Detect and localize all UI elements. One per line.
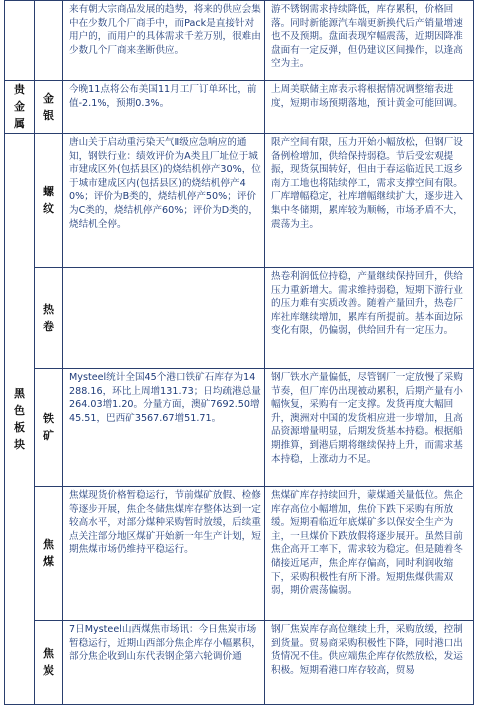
analysis-cell: 钢厂铁水产量偏低，尽管钢厂一定放慢了采购节奏，但厂库仍出现被动累积，后期产量有小幅恢复，采购有一定支撑。发货再度大幅回升，澳洲对中国的发货相应进一步增加，且高品资源增量明显，后期发货基本持稳。根据船期推算，到港后期将继续保持上升，而需求基本持稳，上涨动力不足。 [265, 369, 474, 487]
analysis-cell: 热卷利润低位持稳，产量继续保持回升，供给压力重新增大。需求维持弱稳，短期下游行业的压力难有实质改善。随着产量回升，热卷厂库社库继续增加，累库有所提前。基本面边际变化有限，仍偏弱，供给回升有一定压力。 [265, 268, 474, 369]
commodity-name: 铁矿 [35, 369, 63, 487]
news-cell: 来有朝大宗商品发展的趋势，将来的供应会集中在少数几个厂商手中，而Pack是直接针对用户的，而用户的具体需求千差万别，很难由少数几个厂商来垄断供应。 [63, 1, 265, 81]
analysis-cell: 游不锈钢需求持续降低，库存累积，价格回落。同时新能源汽车端更新换代后产销量增速也不及预期。盘面表现窄幅震荡，近期因降准盘面有一定反弹，但仍建议区间操作，以逢高空为主。 [265, 1, 474, 81]
analysis-cell: 限产空间有限，压力开始小幅放松，但钢厂设备例检增加，供给保持弱稳。节后受宏观提振，现货氛围转好，但由于春运临近民工返乡南方工地也将陆续停工，需求支撑空间有限。厂库增幅稳定，社库增幅继续扩大，逐步进入集中冬储期，累库较为顺畅，市场矛盾不大，震荡为主。 [265, 134, 474, 268]
table-row [5, 1, 474, 81]
news-cell [63, 268, 265, 369]
commodity-name: 焦炭 [35, 621, 63, 705]
table-row [5, 81, 474, 134]
category-label: 黑色板块 [5, 134, 35, 705]
news-cell: Mysteel统计全国45个港口铁矿石库存为14288.16，环比上周增131.73；日均疏港总量264.03增1.20。分量方面，澳矿7692.50增45.51，巴西矿3567.67增51.71。 [63, 369, 265, 487]
news-cell: 唐山关于启动重污染天气Ⅱ级应急响应的通知，钢铁行业：绩效评价为A类且厂址位于城市建成区外(包括县区)的烧结机停产30%，位于城市建成区内(包括县区)的烧结机停产40%；评价为B类的，烧结机停产50%；评价为C类的，烧结机停产60%；评价为D类的，烧结机全停。 [63, 134, 265, 268]
news-cell: 7日Mysteel山西煤焦市场讯：今日焦炭市场暂稳运行，近期山西部分焦企库存小幅累积，部分焦企收到山东代表钢企第六轮调价通 [63, 621, 265, 705]
commodity-name: 热卷 [35, 268, 63, 369]
table-row [5, 268, 474, 369]
category-label: 贵金属 [5, 81, 35, 134]
table-row [5, 369, 474, 487]
commodity-name: 焦煤 [35, 487, 63, 621]
analysis-cell: 上周美联储主席表示将根据情况调整缩表进度，短期市场预期落地，预计黄金可能回调。 [265, 81, 474, 134]
commodity-name: 螺纹 [35, 134, 63, 268]
table-row [5, 621, 474, 705]
news-cell: 焦煤现货价格暂稳运行，节前煤矿放假、检修等逐步开展，焦企冬储焦煤库存整体达到一定较高水平，对部分煤种采购暂时放缓，后续重点关注部分地区煤矿开始新一年生产计划，短期焦煤市场仍维持平稳运行。 [63, 487, 265, 621]
table-row [5, 134, 474, 268]
commodity-name: 金银 [35, 81, 63, 134]
commodity-commentary-table [4, 0, 474, 705]
analysis-cell: 钢厂焦炭库存高位继续上升，采购放缓，控制到货量。贸易商采购积极性下降，同时港口出货情况不佳。供应端焦企库存依然放松，发运积极。短期看港口库存较高，贸易 [265, 621, 474, 705]
news-cell: 今晚11点将公布美国11月工厂订单环比，前值-2.1%，预期0.3%。 [63, 81, 265, 134]
table-row [5, 487, 474, 621]
analysis-cell: 焦煤矿库存持续回升，蒙煤通关量低位。焦企库存高位小幅增加，焦价下跌下采购有所放缓。短期看临近年底煤矿多以保安全生产为主，一旦煤价下跌放假将逐步展开。虽然目前焦企高开工率下，需求较为稳定。但是随着冬储接近尾声，焦企库存偏高，同时利润收缩下，采购积极性有所下滑。短期焦煤供需双弱，期价震荡偏弱。 [265, 487, 474, 621]
